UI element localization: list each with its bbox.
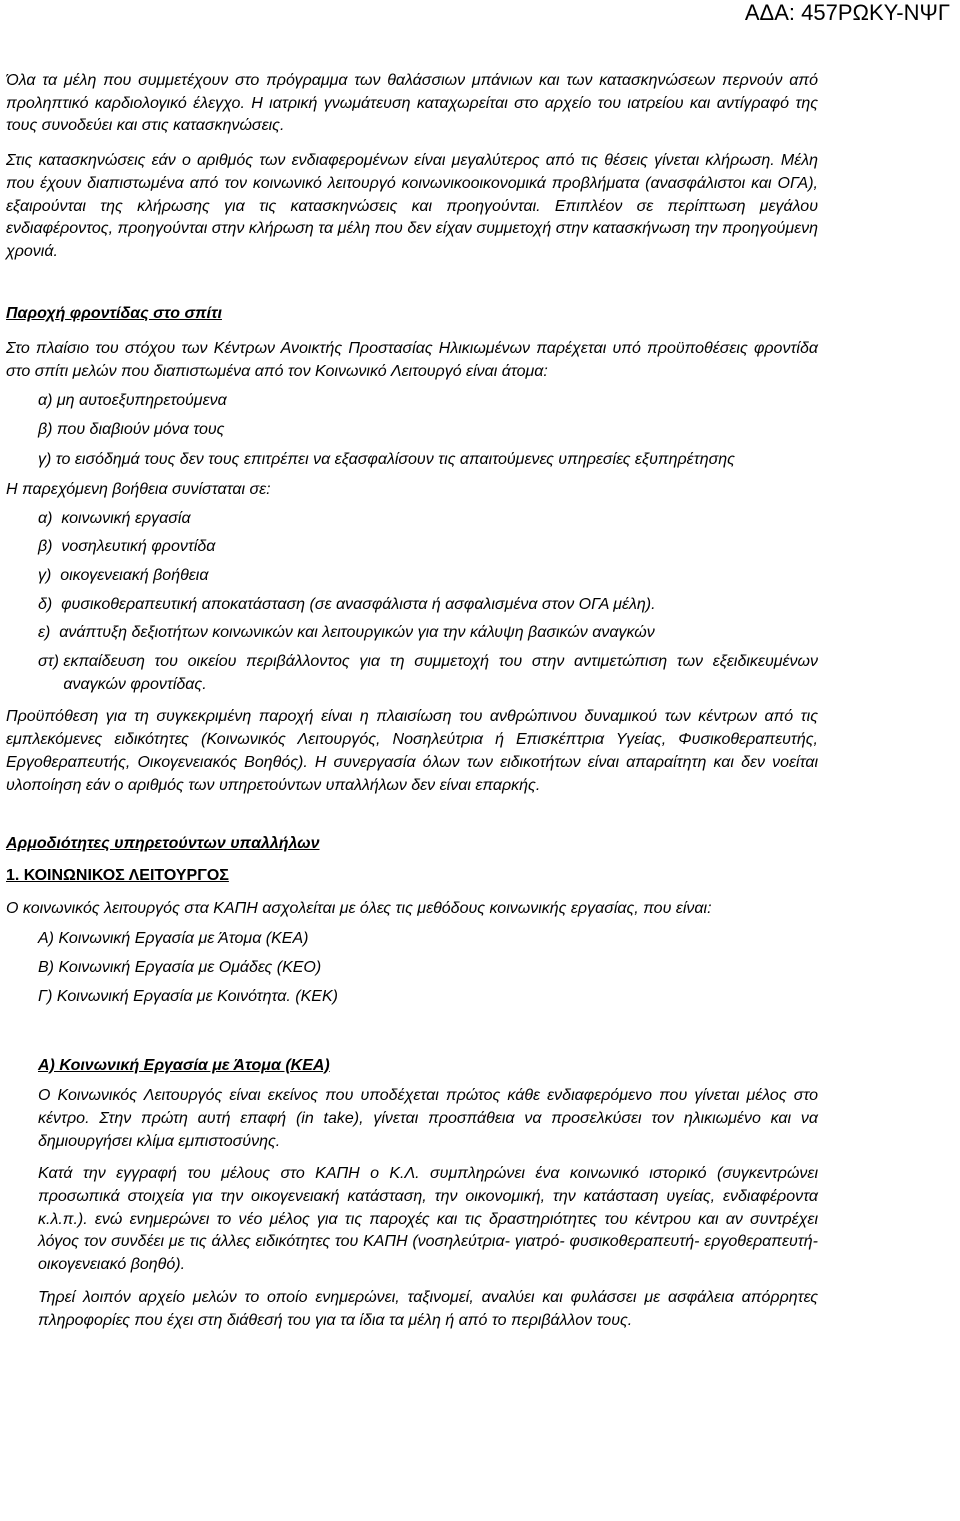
services-intro: Η παρεχόμενη βοήθεια συνίσταται σε: [6,480,271,498]
kea-paragraph-3: Τηρεί λοιπόν αρχείο μελών το οποίο ενημερώνει, ταξινομεί, αναλύει και φυλάσσει με ασφάλεια απόρρητες πληροφορίες που έχει στη διάθεσή του για τα ίδια τα μέλη ή από το περιβάλλον τους. [38,1288,818,1329]
list-item [38,651,818,696]
list-item [38,622,818,645]
list-marker: β) [38,538,62,556]
methods-list [6,928,818,1008]
list-text: μη αυτοεξυπηρετούμενα [56,391,227,409]
list-text: που διαβιούν μόνα τους [56,421,225,439]
list-item [38,419,818,442]
camps-paragraph-1: Όλα τα μέλη που συμμετέχουν στο πρόγραμμα των θαλάσσιων μπάνιων και των κατασκηνώσεων περνούν από προληπτικό καρδιολογικό έλεγχο. Η ιατρική γνωμάτευση καταχωρείται στο αρχείο του ιατρείου και αντίγραφό της τους συνοδεύει και στις κατασκηνώσεις. [6,72,818,135]
document-body [6,70,818,1332]
services-list [6,508,818,697]
camps-paragraph-2: Στις κατασκηνώσεις εάν ο αριθμός των ενδιαφερομένων είναι μεγαλύτερος από τις θέσεις γίνεται κλήρωση. Μέλη που έχουν διαπιστωμένα από τον κοινωνικό λειτουργό κοινωνικοοικονομικά προβλήματα (ανασφάλιστοι και ΟΓΑ), εξαιρούνται της κλήρωσης για τις κατασκηνώσεις και προηγούνται. Επιπλέον σε περίπτωση μεγάλου ενδιαφέροντος, προηγούνται στην κλήρωση τα μέλη που δεν είχαν συμμετοχή στην κατασκήνωση την προηγούμενη χρονιά. [6,152,818,260]
list-text: φυσικοθεραπευτική αποκατάσταση (σε ανασφάλιστα ή ασφαλισμένα στον ΟΓΑ μέλη). [61,595,656,613]
precondition-paragraph: Προϋπόθεση για τη συγκεκριμένη παροχή είναι η πλαισίωση του ανθρώπινου δυναμικού των κέντρων από τις εμπλεκόμενες ειδικότητες (Κοινωνικός Λειτουργός, Νοσηλεύτρια ή Επισκέπτρια Υγείας, Φυσικοθεραπευτής, Εργοθεραπευτής, Οικογενειακός Βοηθός). Η συνεργασία όλων των ειδικοτήτων είναι απαραίτητη και δεν νοείται υλοποίηση εάν ο αριθμός των υπηρετούντων υπαλλήλων δεν είναι επαρκής. [6,708,818,794]
list-text: οικογενειακή βοήθεια [60,566,209,584]
kea-paragraph-1: Ο Κοινωνικός Λειτουργός είναι εκείνος που υποδέχεται πρώτος κάθε ενδιαφερόμενο που γίνεται μέλος στο κέντρο. Στην πρώτη αυτή επαφή (in take), γίνεται προσπάθεια να προσελκύσει τον ηλικιωμένο και να δημιουργήσει κλίμα εμπιστοσύνης. [38,1087,818,1150]
list-item [38,928,818,951]
ada-code: ΑΔΑ: 457ΡΩΚΥ-ΝΨΓ [744,0,950,25]
list-marker: γ) [38,566,61,584]
list-text: Α) Κοινωνική Εργασία με Άτομα (ΚΕΑ) [38,930,309,948]
social-worker-subheading: 1. ΚΟΙΝΩΝΙΚΟΣ ΛΕΙΤΟΥΡΓΟΣ [6,866,229,884]
kea-heading: Α) Κοινωνική Εργασία με Άτομα (ΚΕΑ) [38,1056,330,1074]
list-text: το εισόδημά τους δεν τους επιτρέπει να εξασφαλίσουν τις απαιτούμενες υπηρεσίες εξυπηρέτησης [55,451,735,469]
list-marker: στ) [38,653,64,671]
list-item [38,565,818,588]
list-text: νοσηλευτική φροντίδα [61,538,216,556]
duties-heading: Αρμοδιότητες υπηρετούντων υπαλλήλων [6,835,320,853]
list-item [38,986,818,1009]
list-item [38,390,818,413]
home-care-intro: Στο πλαίσιο του στόχου των Κέντρων Ανοικτής Προστασίας Ηλικιωμένων παρέχεται υπό προϋποθέσεις φροντίδα στο σπίτι μελών που διαπιστωμένα από τον Κοινωνικό Λειτουργό είναι άτομα: [6,340,818,381]
list-text: κοινωνική εργασία [61,509,191,527]
list-item [38,536,818,559]
list-marker: δ) [38,595,62,613]
list-marker: γ) [38,451,56,469]
list-marker: ε) [38,624,60,642]
social-worker-intro: Ο κοινωνικός λειτουργός στα ΚΑΠΗ ασχολείται με όλες τις μεθόδους κοινωνικής εργασίας, που είναι: [6,899,712,917]
conditions-list [6,390,818,472]
list-marker: β) [38,421,57,439]
list-text: Β) Κοινωνική Εργασία με Ομάδες (ΚΕΟ) [38,959,322,977]
home-care-heading: Παροχή φροντίδας στο σπίτι [6,304,222,322]
list-marker: α) [38,391,57,409]
list-text: Γ) Κοινωνική Εργασία με Κοινότητα. (ΚΕΚ) [38,987,338,1005]
list-text: ανάπτυξη δεξιοτήτων κοινωνικών και λειτουργικών για την κάλυψη βασικών αναγκών [59,624,655,642]
list-text: εκπαίδευση του οικείου περιβάλλοντος για τη συμμετοχή του στην αντιμετώπιση των εξειδικευμένων αναγκών φροντίδας. [63,653,818,693]
kea-paragraph-2: Κατά την εγγραφή του μέλους στο ΚΑΠΗ ο Κ.Λ. συμπληρώνει ένα κοινωνικό ιστορικό (συγκεντρώνει προσωπικά στοιχεία για την οικογενειακή κατάσταση, την οικονομική, την κατάσταση υγείας, ενδιαφέροντα κ.λ.π.). ενώ ενημερώνει το νέο μέλος για τις παροχές και τις δραστηριότητες του κέντρου και αν συντρέχει λόγος τον συνδέει με τις άλλες ειδικότητες του ΚΑΠΗ (νοσηλεύτρια- γιατρό- φυσικοθεραπευτή- εργοθεραπευτή- οικογενειακό βοηθό). [38,1165,818,1274]
list-item [38,449,818,472]
list-item [38,957,818,980]
list-item [38,508,818,531]
list-marker: α) [38,509,62,527]
list-item [38,594,818,617]
